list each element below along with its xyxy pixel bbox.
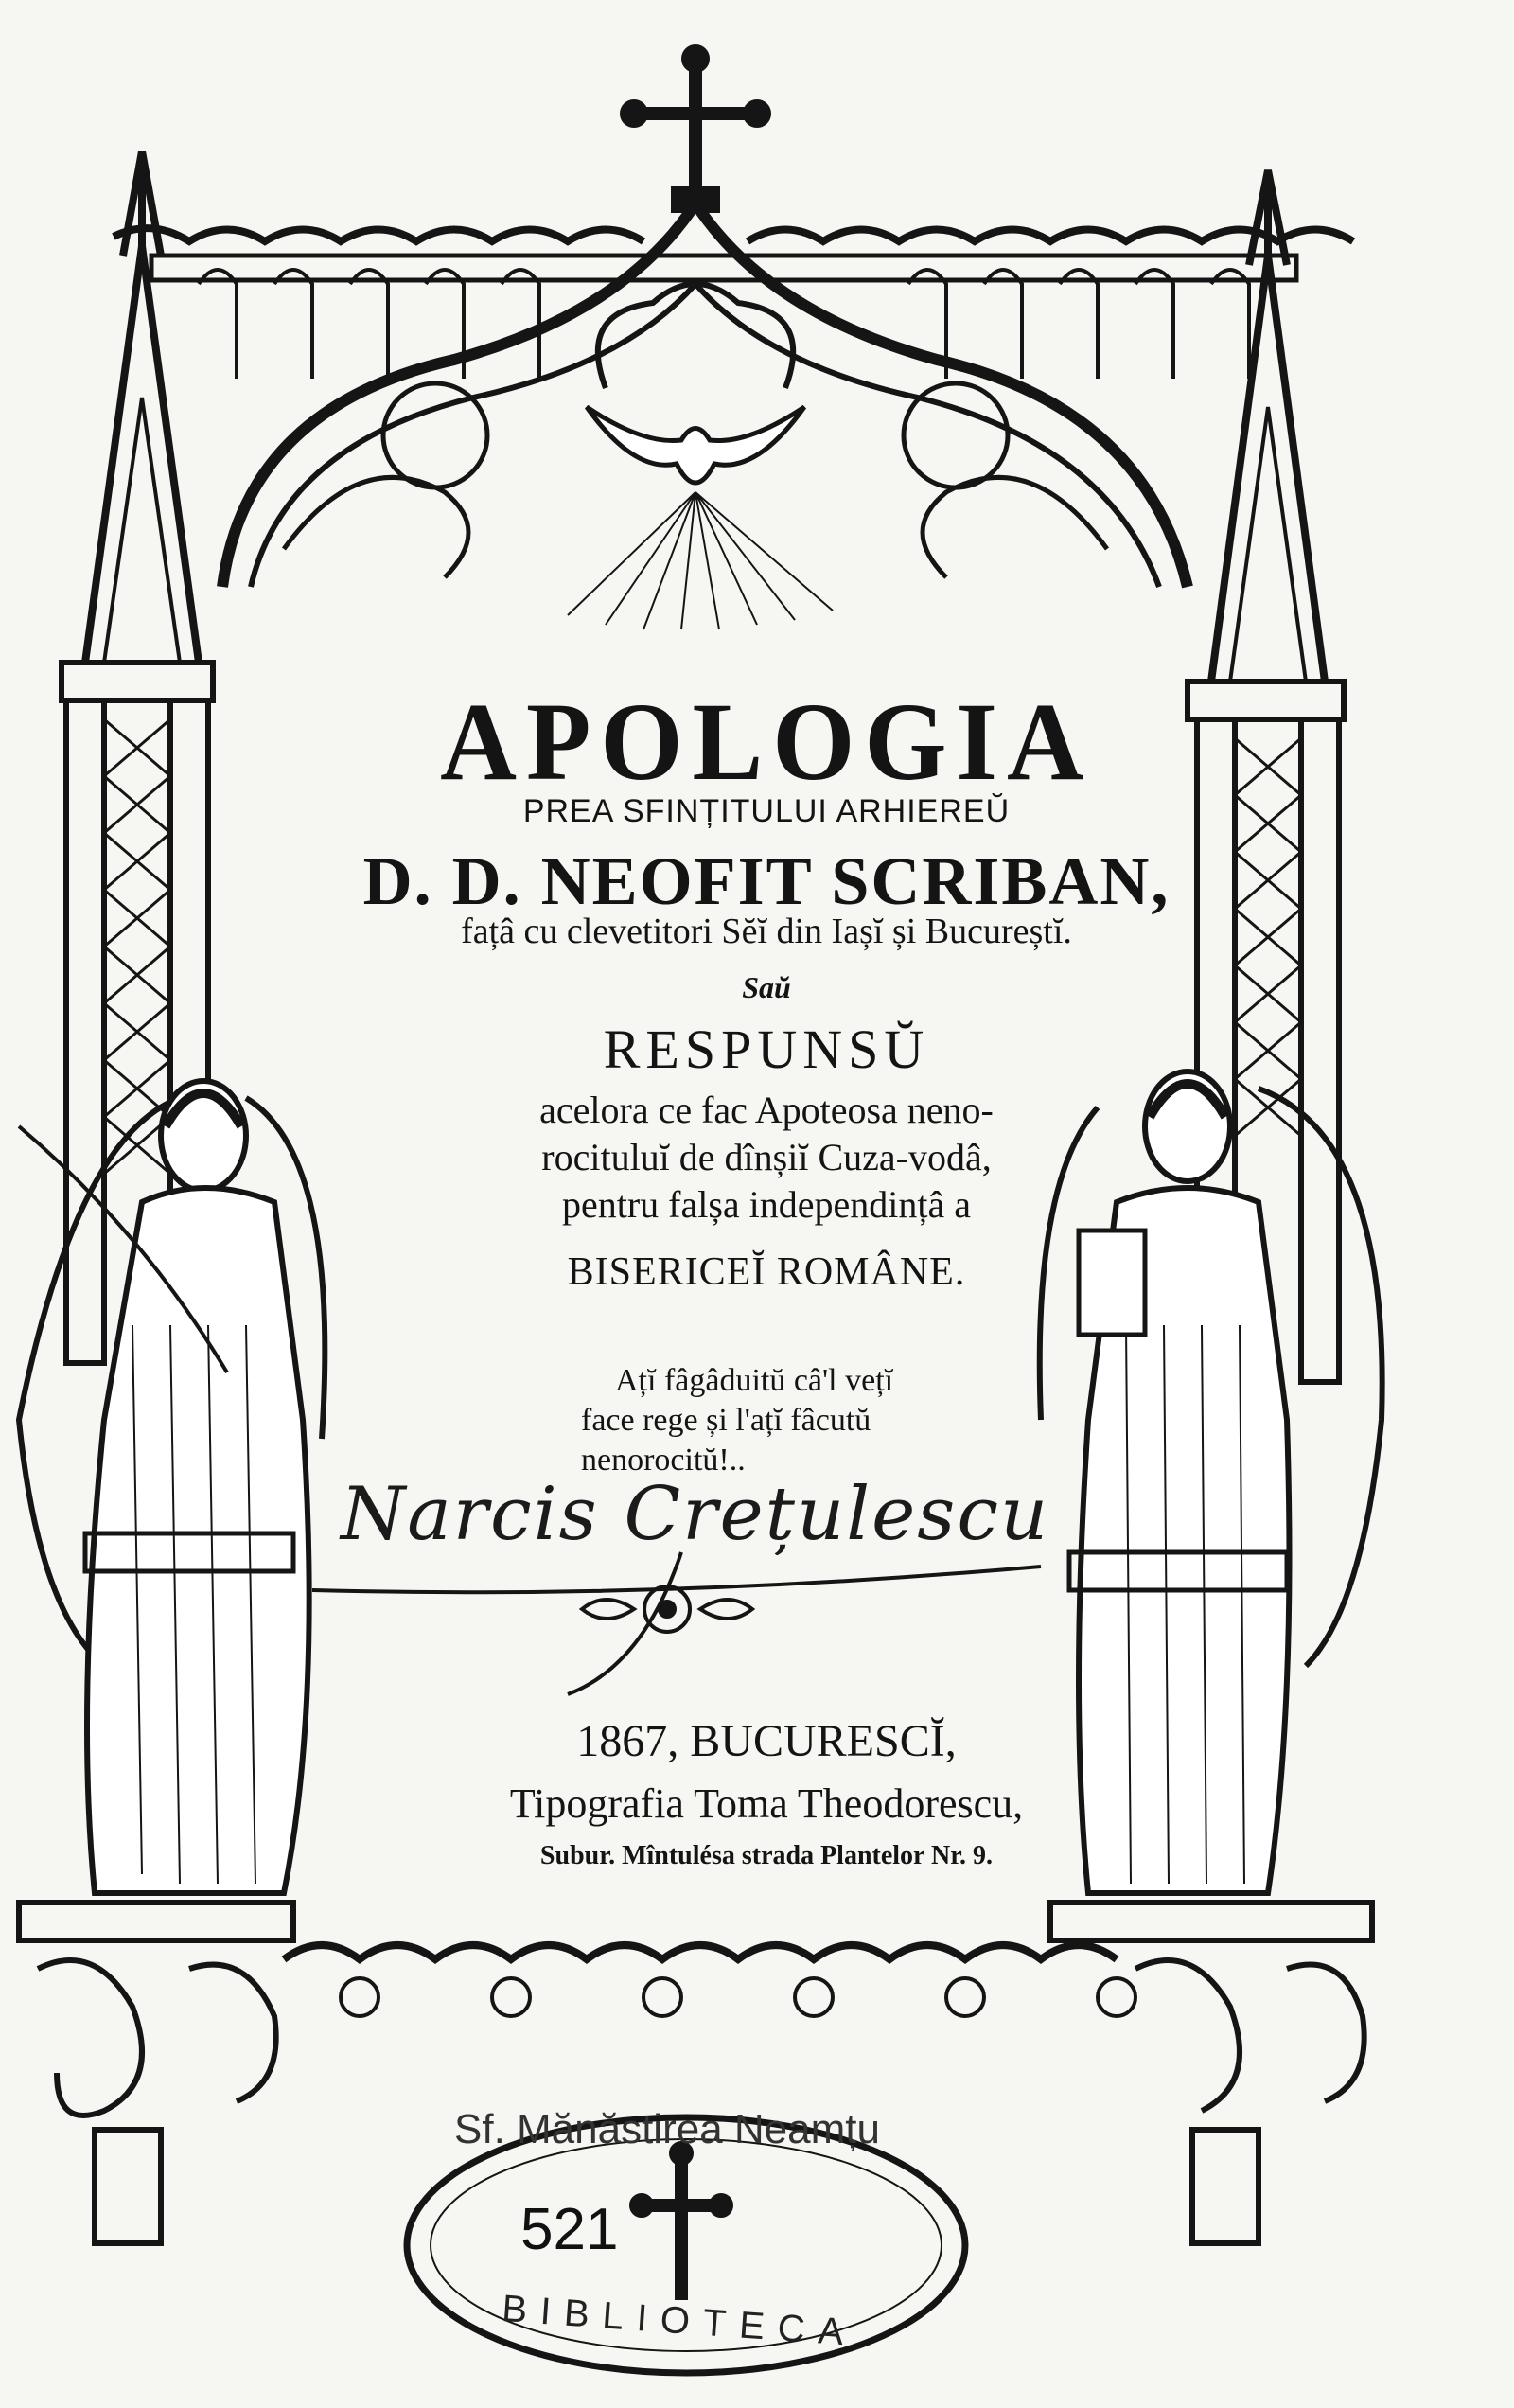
dove-icon bbox=[568, 407, 833, 629]
connector-word: Saŭ bbox=[742, 970, 791, 1004]
quote-line: nenorocitŭ!.. bbox=[581, 1443, 746, 1478]
response-line: rocituluĭ de dînșiĭ Cuza-vodâ, bbox=[541, 1136, 992, 1178]
cross-icon bbox=[623, 47, 768, 210]
imprint-printer: Tipografia Toma Theodorescu, bbox=[509, 1780, 1024, 1827]
library-stamp bbox=[397, 2106, 975, 2385]
response-line: acelora ce fac Apoteosa neno- bbox=[539, 1089, 994, 1131]
response-line: pentru falșa independințâ a bbox=[561, 1183, 972, 1226]
handwritten-signature: Narcis Crețulescu bbox=[341, 1472, 1050, 1557]
quote-line: Ațĭ fâgâduitŭ câ'l vețĭ bbox=[615, 1363, 894, 1398]
stamp-number: 521 bbox=[520, 2197, 619, 2262]
subtitle-rank: PREA SFINȚITULUI ARHIEREŬ bbox=[522, 793, 1011, 829]
response-closing: BISERICEĬ ROMÂNE. bbox=[567, 1250, 966, 1294]
subtitle-line: fațâ cu clevetitori Sĕĭ din Iașĭ și Bucureștĭ. bbox=[461, 912, 1072, 951]
response-heading: RESPUNSŬ bbox=[603, 1018, 930, 1080]
stamp-top-text: Sf. Mănăstirea Neamțu bbox=[454, 2106, 880, 2152]
imprint-year-city: 1867, BUCURESCĬ, bbox=[576, 1716, 957, 1766]
signature-flourish bbox=[312, 1552, 1041, 1694]
author-name: D. D. NEOFIT SCRIBAN, bbox=[362, 843, 1171, 919]
epigraph-quote bbox=[568, 1361, 1022, 1480]
response-body bbox=[312, 1087, 1221, 1229]
quote-line: face rege și l'ațĭ fâcutŭ bbox=[581, 1403, 871, 1438]
stamp-bottom-text: BIBLIOTECA bbox=[500, 2287, 858, 2355]
imprint-address: Subur. Mîntulésa strada Plantelor Nr. 9. bbox=[539, 1841, 994, 1870]
book-title: APOLOGIA bbox=[440, 680, 1093, 805]
